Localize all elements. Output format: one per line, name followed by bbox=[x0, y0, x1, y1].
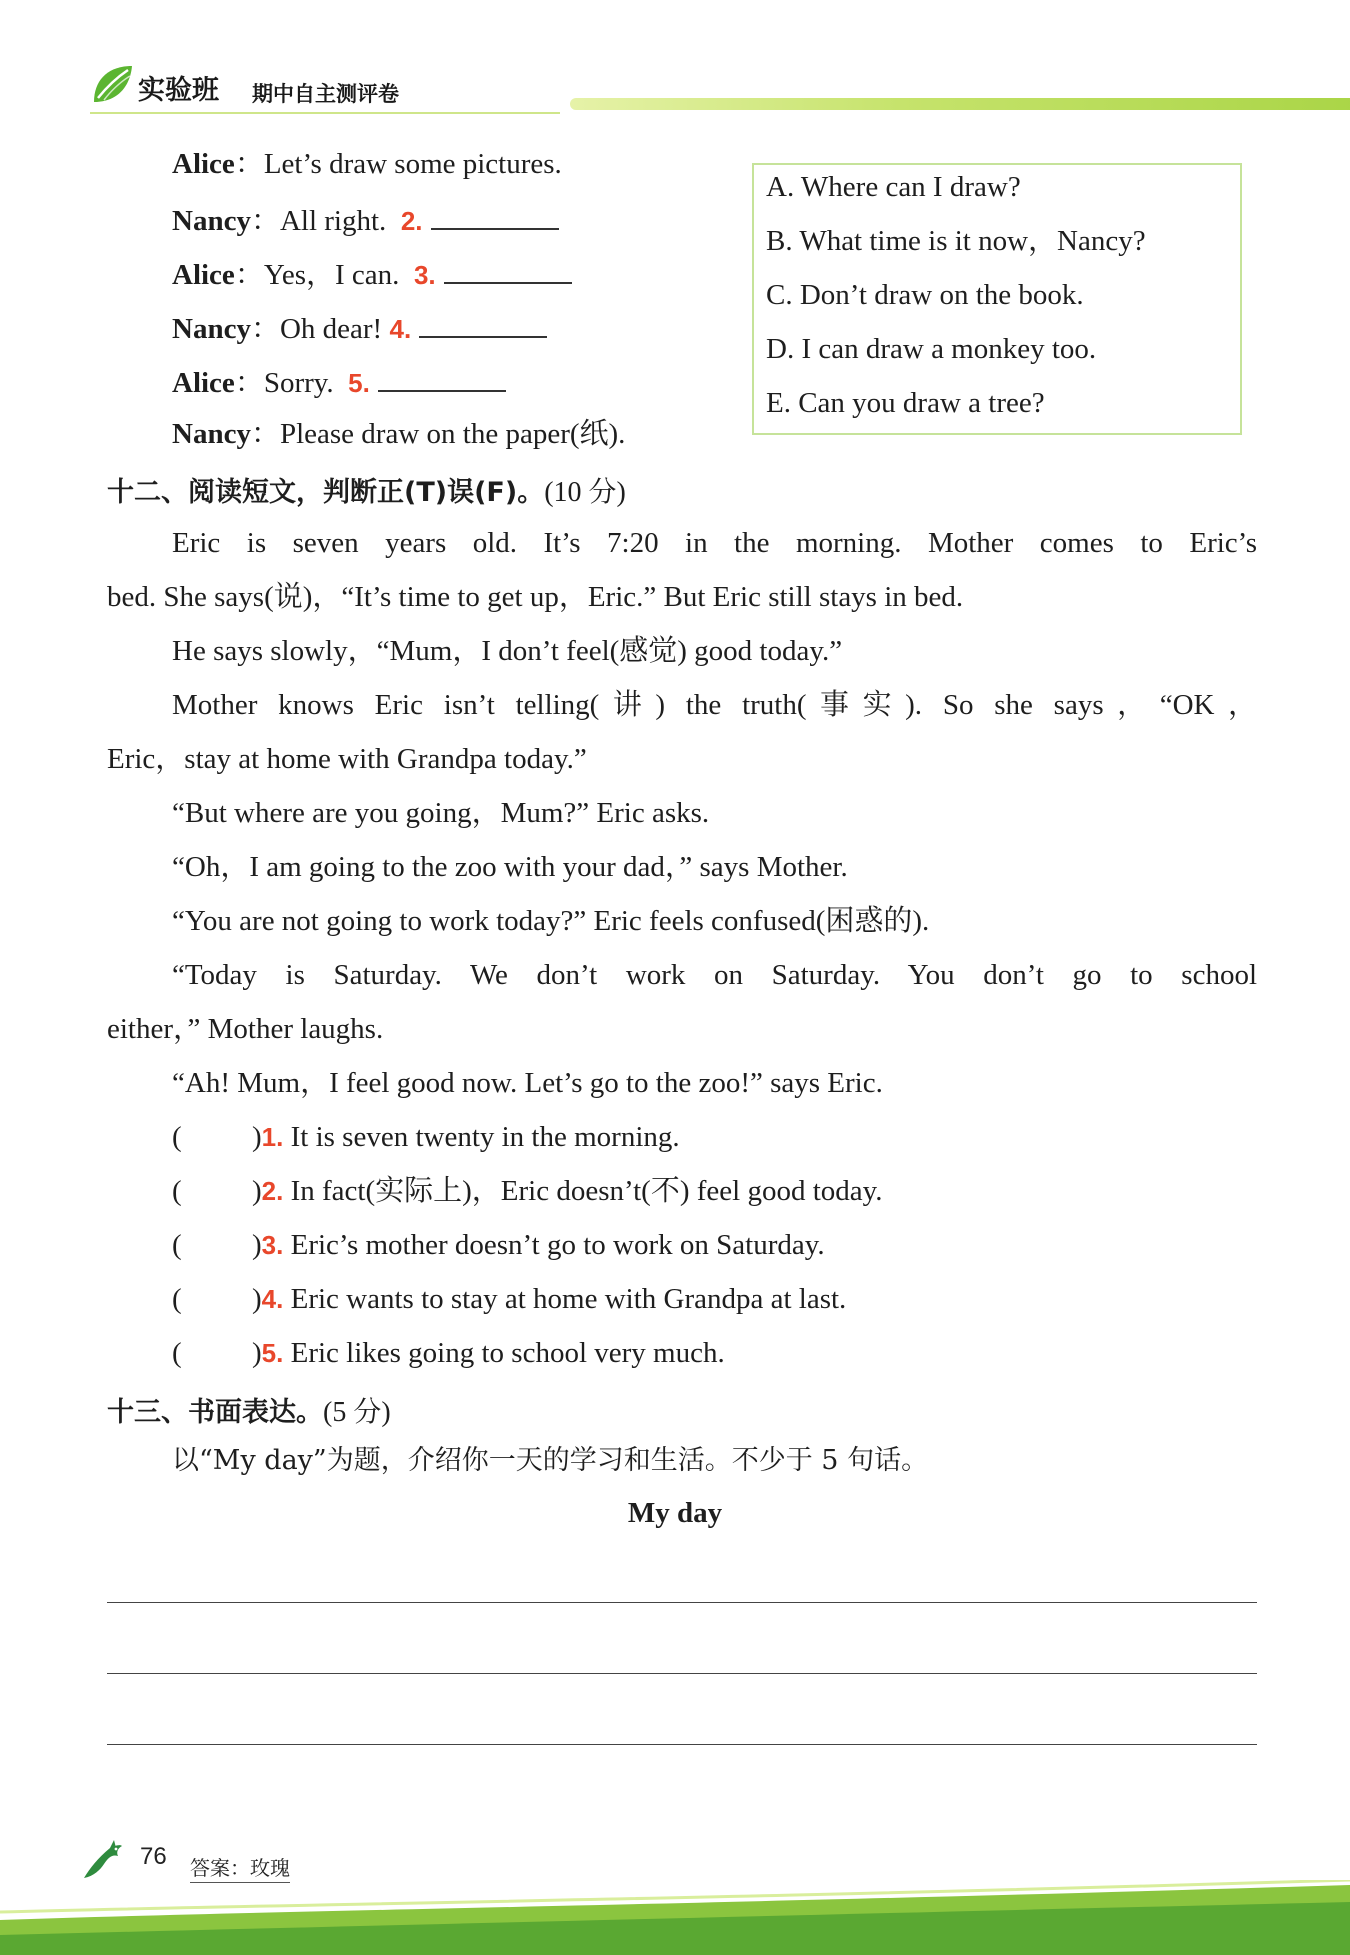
section-13-points: (5 分) bbox=[323, 1397, 391, 1428]
tf-item bbox=[172, 1227, 825, 1263]
question-number: 4. bbox=[389, 314, 412, 344]
dialogue-text: Let’s draw some pictures. bbox=[263, 148, 562, 180]
writing-line[interactable] bbox=[107, 1602, 1257, 1603]
tf-statement: In fact(实际上)，Eric doesn’t(不) feel good today. bbox=[290, 1175, 883, 1207]
header-underline bbox=[90, 112, 560, 114]
answer-paren[interactable]: ( bbox=[172, 1337, 182, 1369]
question-number: 2. bbox=[261, 1176, 284, 1206]
options-box bbox=[752, 163, 1242, 435]
question-number: 2. bbox=[400, 206, 423, 236]
section-12-points: (10 分) bbox=[544, 477, 626, 508]
speaker-name: Alice bbox=[172, 259, 235, 291]
passage-line: Eric is seven years old. It’s 7:20 in the morning. Mother comes to Eric’s bbox=[172, 527, 1257, 559]
tf-item bbox=[172, 1335, 725, 1371]
speaker-name: Alice bbox=[172, 148, 235, 180]
option-b: B. What time is it now，Nancy? bbox=[766, 225, 1146, 257]
question-number: 3. bbox=[261, 1230, 284, 1260]
essay-title: My day bbox=[627, 1497, 723, 1529]
question-number: 3. bbox=[413, 260, 436, 290]
passage-line: bed. She says(说)，“It’s time to get up，Eric.” But Eric still stays in bed. bbox=[107, 581, 964, 613]
section-12-title bbox=[107, 470, 626, 510]
question-number: 5. bbox=[261, 1338, 284, 1368]
speaker-name: Nancy bbox=[172, 205, 251, 237]
section-12-heading: 十二、阅读短文，判断正(T)误(F)。 bbox=[107, 477, 545, 508]
option-e: E. Can you draw a tree? bbox=[766, 387, 1045, 419]
question-number: 1. bbox=[261, 1122, 284, 1152]
dialogue-line bbox=[172, 308, 547, 347]
passage-line: “Ah! Mum，I feel good now. Let’s go to the zoo!” says Eric. bbox=[172, 1067, 883, 1099]
writing-line[interactable] bbox=[107, 1673, 1257, 1674]
answer-paren[interactable]: ( bbox=[172, 1229, 182, 1261]
dolphin-mascot-icon bbox=[80, 1838, 126, 1884]
tf-item bbox=[172, 1119, 680, 1155]
paper-subtitle: 期中自主测评卷 bbox=[252, 82, 399, 106]
speaker-name: Alice bbox=[172, 367, 235, 399]
paren-close: ) bbox=[252, 1337, 262, 1369]
header-green-bar bbox=[570, 98, 1350, 110]
passage-line: “Today is Saturday. We don’t work on Saturday. You don’t go to school bbox=[172, 959, 1257, 991]
tf-statement: Eric wants to stay at home with Grandpa at last. bbox=[290, 1283, 847, 1315]
separator: ： bbox=[234, 148, 264, 180]
option-d: D. I can draw a monkey too. bbox=[766, 333, 1097, 365]
separator: ： bbox=[250, 418, 280, 450]
passage-line: He says slowly，“Mum，I don’t feel(感觉) good today.” bbox=[172, 635, 843, 667]
paren-close: ) bbox=[252, 1283, 262, 1315]
brand-name: 实验班 bbox=[138, 75, 219, 106]
section-13-title bbox=[107, 1390, 391, 1430]
answer-key: 答案：玫瑰 bbox=[190, 1852, 290, 1883]
passage-line: Mother knows Eric isn’t telling(讲) the truth(事实). So she says，“OK， bbox=[172, 689, 1257, 721]
answer-paren[interactable]: ( bbox=[172, 1175, 182, 1207]
section-13-heading: 十三、书面表达。 bbox=[107, 1397, 323, 1428]
answer-paren[interactable]: ( bbox=[172, 1121, 182, 1153]
dialogue-line bbox=[172, 200, 559, 239]
dialogue-text: Yes，I can. bbox=[263, 259, 400, 291]
separator: ： bbox=[234, 259, 264, 291]
passage-line: either，” Mother laughs. bbox=[107, 1013, 384, 1045]
separator: ： bbox=[234, 367, 264, 399]
dialogue-line bbox=[172, 362, 506, 401]
answer-blank[interactable] bbox=[444, 254, 572, 284]
separator: ： bbox=[250, 313, 280, 345]
passage-line: Eric，stay at home with Grandpa today.” bbox=[107, 743, 587, 775]
speaker-name: Nancy bbox=[172, 418, 251, 450]
paren-close: ) bbox=[252, 1229, 262, 1261]
dialogue-text: Sorry. bbox=[263, 367, 334, 399]
speaker-name: Nancy bbox=[172, 313, 251, 345]
writing-line[interactable] bbox=[107, 1744, 1257, 1745]
dialogue-text: All right. bbox=[279, 205, 387, 237]
answer-blank[interactable] bbox=[419, 308, 547, 338]
passage-line: “Oh，I am going to the zoo with your dad，” says Mother. bbox=[172, 851, 848, 883]
dialogue-text: Oh dear! bbox=[279, 313, 383, 345]
passage-line: “But where are you going，Mum?” Eric asks. bbox=[172, 797, 710, 829]
tf-statement: It is seven twenty in the morning. bbox=[290, 1121, 680, 1153]
question-number: 5. bbox=[348, 368, 370, 398]
page-header bbox=[90, 62, 1310, 122]
answer-blank[interactable] bbox=[378, 362, 506, 392]
paren-close: ) bbox=[252, 1175, 262, 1207]
separator: ： bbox=[250, 205, 280, 237]
footer-wave-decoration bbox=[0, 1880, 1350, 1955]
dialogue-line bbox=[172, 254, 572, 293]
tf-statement: Eric likes going to school very much. bbox=[290, 1337, 725, 1369]
writing-instruction: 以“My day”为题，介绍你一天的学习和生活。不少于 5 句话。 bbox=[172, 1445, 929, 1476]
passage-line: “You are not going to work today?” Eric feels confused(困惑的). bbox=[172, 905, 930, 937]
page-number: 76 bbox=[140, 1843, 167, 1870]
question-number: 4. bbox=[261, 1284, 284, 1314]
option-c: C. Don’t draw on the book. bbox=[766, 279, 1084, 311]
tf-statement: Eric’s mother doesn’t go to work on Saturday. bbox=[290, 1229, 825, 1261]
option-a: A. Where can I draw? bbox=[766, 171, 1021, 203]
tf-item bbox=[172, 1281, 846, 1317]
answer-blank[interactable] bbox=[431, 200, 559, 230]
answer-paren[interactable]: ( bbox=[172, 1283, 182, 1315]
dialogue-line bbox=[172, 146, 562, 182]
dialogue-line bbox=[172, 416, 625, 452]
dialogue-text: Please draw on the paper(纸). bbox=[279, 418, 626, 450]
leaf-logo-icon bbox=[90, 62, 134, 106]
paren-close: ) bbox=[252, 1121, 262, 1153]
tf-item bbox=[172, 1173, 883, 1209]
